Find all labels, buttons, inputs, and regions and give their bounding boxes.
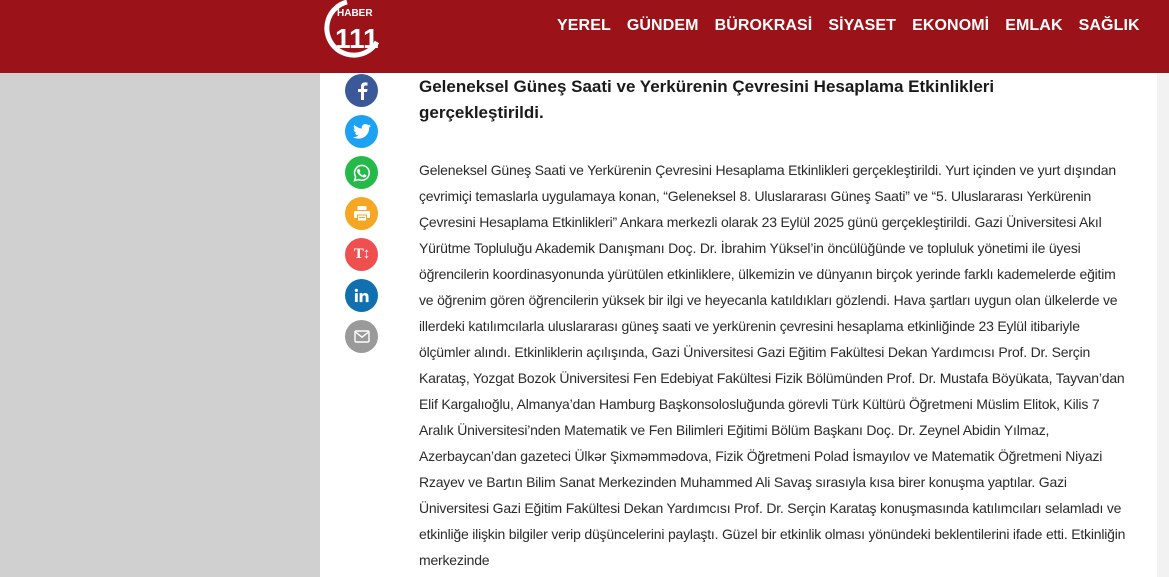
share-email-button[interactable] bbox=[345, 320, 378, 353]
article-body: Geleneksel Güneş Saati ve Yerkürenin Çevresini Hesaplama Etkinlikleri gerçekleştirildi. Yurt içinden ve yurt dışından çevrimiçi temaslarla uygulamaya konan, “Geleneksel 8. Uluslararası Güneş Saati” ve “5. Uluslararası Yerkürenin Çevresini Hesaplama Etkinlikleri” Ankara merkezli olarak 23 Eylül 2025 günü gerçekleştirildi. Gazi Üniversitesi Akıl Yürütme Topluluğu Akademik Danışmanı Doç. Dr. İbrahim Yüksel’in öncülüğünde ve topluluk yönetimi ile üyesi öğrencilerin koordinasyonunda yürütülen etkinliklere, ülkemizin ve dünyanın birçok yerinde farklı kademelerde eğitim ve öğrenim gören öğrencilerin yüksek bir ilgi ve heyecanla katıldıkları gözlendi. Hava şartları uygun olan ülkelerde ve illerdeki katılımcılarla uluslararası güneş saati ve yerkürenin çevresini hesaplama etkinliğinde 23 Eylül itibariyle ölçümler alındı. Etkinliklerin açılışında, Gazi Üniversitesi Gazi Eğitim Fakültesi Dekan Yardımcısı Prof. Dr. Serçin Karataş, Yozgat Bozok Üniversitesi Fen Edebiyat Fakültesi Fizik Bölümünden Prof. Dr. Mustafa Böyükata, Tayvan’dan Elif Kargalıoğlu, Almanya’dan Hamburg Başkonsolosluğunda görevli Türk Kültürü Öğretmeni Müslim Elitok, Kilis 7 Aralık Üniversitesi’nden Matematik ve Fen Bilimleri Eğitimi Bölüm Başkanı Doç. Dr. Zeynel Abidin Yılmaz, Azerbaycan’dan gazeteci Ülkər Şixməmmədova, Fizik Öğretmeni Polad İsmayılov ve Matematik Öğretmeni Niyazi Rzayev ve Bartın Bilim Sanat Merkezinden Muhammed Ali Savaş sırasıyla kısa birer konuşma yaptılar. Gazi Üniversitesi Gazi Eğitim Fakültesi Dekan Yardımcısı Prof. Dr. Serçin Karataş konuşmasında katılımcıları selamladı ve etkinliğe ilişkin bilgiler verip düşüncelerini paylaştı. Güzel bir etkinlik olması yönündeki beklentilerini ifade etti. Etkinliğin merkezinde bbox=[419, 162, 1126, 568]
logo-top-text: HABER bbox=[337, 8, 373, 19]
site-logo[interactable] bbox=[321, 0, 381, 58]
font-size-icon: T↕ bbox=[353, 246, 370, 262]
facebook-icon bbox=[355, 82, 369, 100]
whatsapp-icon bbox=[353, 164, 371, 182]
printer-icon bbox=[353, 205, 371, 222]
share-facebook-button[interactable] bbox=[345, 74, 378, 107]
share-linkedin-button[interactable] bbox=[345, 279, 378, 312]
print-button[interactable] bbox=[345, 197, 378, 230]
mail-icon bbox=[354, 330, 370, 343]
nav-item-burokrasi[interactable]: BÜROKRASİ bbox=[714, 17, 813, 34]
nav-item-saglik[interactable]: SAĞLIK bbox=[1078, 17, 1140, 34]
site-header bbox=[0, 0, 1169, 73]
linkedin-icon bbox=[354, 288, 369, 303]
font-size-button[interactable] bbox=[345, 238, 378, 271]
share-bar bbox=[345, 74, 378, 353]
haber111-logo-icon bbox=[321, 0, 381, 58]
share-twitter-button[interactable] bbox=[345, 115, 378, 148]
twitter-icon bbox=[353, 124, 371, 139]
nav-item-yerel[interactable]: YEREL bbox=[557, 17, 611, 34]
share-whatsapp-button[interactable] bbox=[345, 156, 378, 189]
logo-number: 111 bbox=[335, 23, 379, 54]
article-title: Geleneksel Güneş Saati ve Yerkürenin Çevresini Hesaplama Etkinlikleri gerçekleştirildi. bbox=[419, 77, 995, 122]
right-scroll-strip bbox=[1157, 73, 1169, 577]
nav-item-emlak[interactable]: EMLAK bbox=[1005, 17, 1063, 34]
left-ad-panel bbox=[0, 73, 320, 577]
nav-item-gundem[interactable]: GÜNDEM bbox=[626, 17, 699, 34]
nav-item-ekonomi[interactable]: EKONOMİ bbox=[912, 17, 990, 34]
nav-item-siyaset[interactable]: SİYASET bbox=[828, 17, 897, 34]
main-nav bbox=[557, 17, 1140, 35]
